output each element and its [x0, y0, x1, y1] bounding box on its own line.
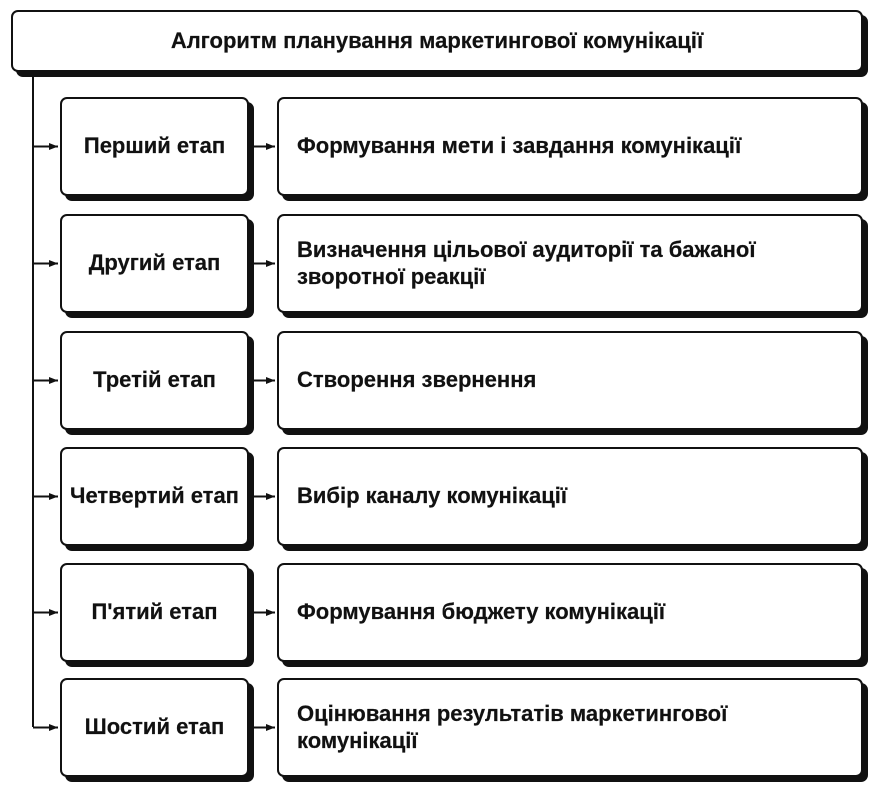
stage-box-2 — [60, 214, 249, 313]
stage-label: Другий етап — [88, 250, 221, 276]
stage-label: П'ятий етап — [91, 599, 218, 625]
stage-label: Третій етап — [93, 367, 216, 393]
stage-label: Шостий етап — [84, 714, 225, 740]
stage-label: Четвертий етап — [70, 483, 239, 509]
stage-box-3 — [60, 331, 249, 430]
stage-description: Визначення цільової аудиторії та бажаної зворотної реакції — [297, 237, 756, 289]
diagram-title: Алгоритм планування маркетингової комунікації — [11, 10, 863, 72]
stage-description-box-1 — [277, 97, 863, 196]
stage-box-1 — [60, 97, 249, 196]
stage-description: Створення звернення — [297, 367, 537, 393]
stage-box-6 — [60, 678, 249, 777]
stage-description-box-6 — [277, 678, 863, 777]
stage-box-4 — [60, 447, 249, 546]
stage-description: Вибір каналу комунікації — [297, 483, 568, 509]
stage-description-box-4 — [277, 447, 863, 546]
stage-description: Формування бюджету комунікації — [297, 599, 666, 625]
stage-description-box-2 — [277, 214, 863, 313]
stage-description: Оцінювання результатів маркетингової комунікації — [297, 701, 728, 753]
stage-box-5 — [60, 563, 249, 662]
stage-label: Перший етап — [83, 133, 226, 159]
stage-description: Формування мети і завдання комунікації — [297, 133, 742, 159]
stage-description-box-5 — [277, 563, 863, 662]
stage-description-box-3 — [277, 331, 863, 430]
